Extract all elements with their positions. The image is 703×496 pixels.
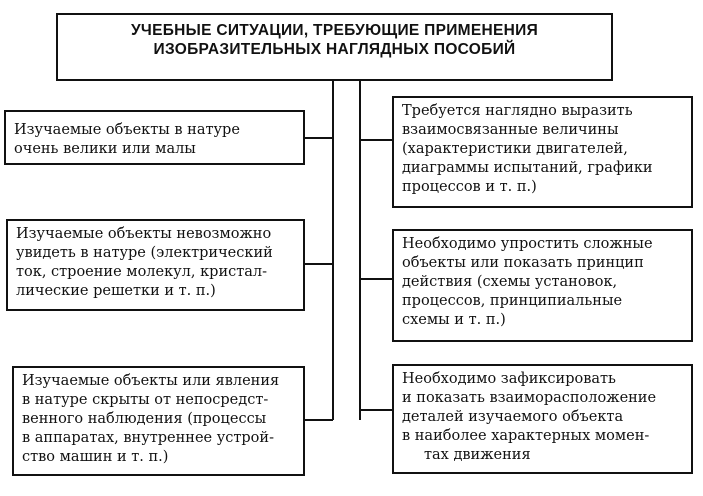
right-box-1-line-2: взаимосвязанные величины bbox=[402, 122, 619, 138]
left-box-2-line-2: увидеть в натуре (электрический bbox=[16, 245, 273, 261]
left-box-2-line-1: Изучаемые объекты невозможно bbox=[16, 226, 272, 242]
left-box-3-line-4: в аппаратах, внутреннее устрой- bbox=[22, 430, 274, 446]
right-box-3-line-5: тах движения bbox=[424, 447, 531, 463]
left-box-1 bbox=[4, 110, 305, 165]
right-box-1-line-4: диаграммы испытаний, графики bbox=[402, 160, 653, 176]
left-box-3-line-2: в натуре скрыты от непосредст- bbox=[22, 392, 269, 408]
right-box-2-line-3: действия (схемы установок, bbox=[402, 274, 618, 290]
right-box-3-line-3: деталей изучаемого объекта bbox=[402, 409, 624, 425]
left-box-2-line-4: лические решетки и т. п.) bbox=[16, 283, 216, 299]
right-box-3-line-1: Необходимо зафиксировать bbox=[402, 371, 616, 387]
title-line-2: ИЗОБРАЗИТЕЛЬНЫХ НАГЛЯДНЫХ ПОСОБИЙ bbox=[153, 41, 516, 58]
left-box-2-line-3: ток, строение молекул, кристал- bbox=[16, 264, 268, 280]
right-box-2 bbox=[392, 229, 693, 342]
left-box-1-line-2: очень велики или малы bbox=[14, 141, 196, 157]
right-box-1-line-3: (характеристики двигателей, bbox=[402, 141, 628, 157]
right-box-1-line-5: процессов и т. п.) bbox=[402, 179, 537, 195]
left-box-2 bbox=[6, 219, 305, 311]
right-box-3-line-4: в наиболее характерных момен- bbox=[402, 428, 650, 444]
right-box-2-line-1: Необходимо упростить сложные bbox=[402, 236, 653, 252]
right-box-2-line-2: объекты или показать принцип bbox=[402, 255, 644, 271]
left-box-3 bbox=[12, 366, 305, 476]
left-box-1-line-1: Изучаемые объекты в натуре bbox=[14, 122, 240, 138]
right-box-1 bbox=[392, 96, 693, 208]
right-box-1-line-1: Требуется наглядно выразить bbox=[402, 103, 633, 119]
title-line-1: УЧЕБНЫЕ СИТУАЦИИ, ТРЕБУЮЩИЕ ПРИМЕНЕНИЯ bbox=[130, 22, 539, 39]
right-box-2-line-4: процессов, принципиальные bbox=[402, 293, 623, 309]
title-box bbox=[56, 13, 613, 81]
right-box-3 bbox=[392, 364, 693, 474]
left-box-3-line-1: Изучаемые объекты или явления bbox=[22, 373, 280, 389]
left-box-3-line-3: венного наблюдения (процессы bbox=[22, 411, 267, 427]
left-box-3-line-5: ство машин и т. п.) bbox=[22, 449, 169, 465]
right-box-3-line-2: и показать взаиморасположение bbox=[402, 390, 657, 406]
right-box-2-line-5: схемы и т. п.) bbox=[402, 312, 506, 328]
